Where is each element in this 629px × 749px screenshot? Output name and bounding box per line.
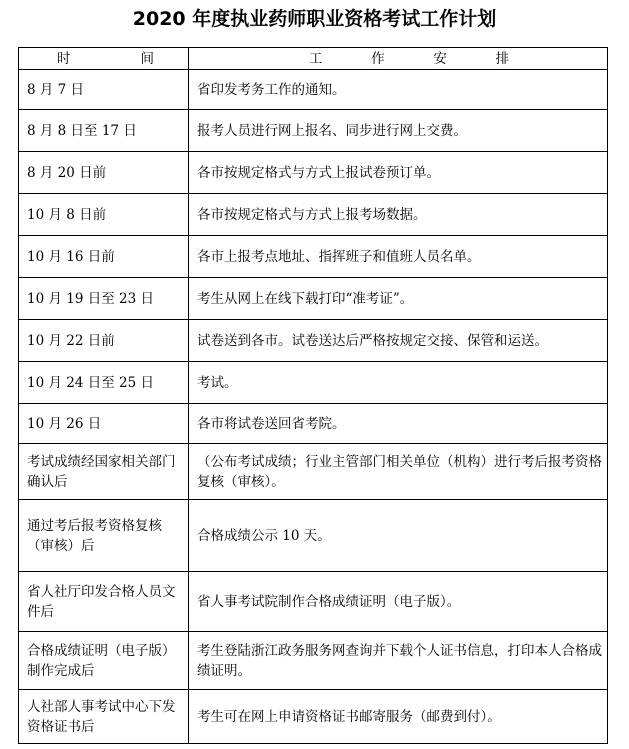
- table-row: [19, 362, 608, 404]
- table-row: [19, 444, 608, 500]
- task-cell: 考生登陆浙江政务服务网查询并下载个人证书信息，打印本人合格成绩证明。: [189, 632, 608, 690]
- table-row: [19, 278, 608, 320]
- header-time: [19, 48, 189, 70]
- task-cell: 各市上报考点地址、指挥班子和值班人员名单。: [189, 236, 608, 278]
- task-cell: 考试。: [189, 362, 608, 404]
- header-work-char: 排: [495, 50, 509, 67]
- table-header-row: [19, 48, 608, 70]
- time-cell: 10 月 24 日至 25 日: [19, 362, 189, 404]
- task-cell: （公布考试成绩；行业主管部门相关单位（机构）进行考后报考资格复核（审核）。: [189, 444, 608, 500]
- table-row: [19, 236, 608, 278]
- table-row: [19, 320, 608, 362]
- time-cell: 10 月 26 日: [19, 404, 189, 444]
- table-row: [19, 110, 608, 152]
- header-time-char: 间: [140, 50, 154, 67]
- time-cell: 10 月 16 日前: [19, 236, 189, 278]
- task-cell: 省印发考务工作的通知。: [189, 70, 608, 110]
- table-row: [19, 404, 608, 444]
- time-cell: 10 月 19 日至 23 日: [19, 278, 189, 320]
- table-row: [19, 500, 608, 572]
- task-cell: 各市将试卷送回省考院。: [189, 404, 608, 444]
- time-cell: 8 月 20 日前: [19, 152, 189, 194]
- table-row: [19, 70, 608, 110]
- task-cell: 各市按规定格式与方式上报考场数据。: [189, 194, 608, 236]
- time-cell: 8 月 8 日至 17 日: [19, 110, 189, 152]
- table-row: [19, 632, 608, 690]
- header-work-char: 安: [433, 50, 447, 67]
- time-cell: 10 月 22 日前: [19, 320, 189, 362]
- header-work-char: 作: [371, 50, 385, 67]
- time-cell: 10 月 8 日前: [19, 194, 189, 236]
- task-cell: 试卷送到各市。试卷送达后严格按规定交接、保管和运送。: [189, 320, 608, 362]
- header-work: [189, 48, 608, 70]
- task-cell: 各市按规定格式与方式上报试卷预订单。: [189, 152, 608, 194]
- task-cell: 考生从网上在线下载打印“准考证”。: [189, 278, 608, 320]
- schedule-table: [18, 47, 608, 744]
- time-cell: 人社部人事考试中心下发资格证书后: [19, 690, 189, 744]
- table-row: [19, 152, 608, 194]
- header-time-char: 时: [57, 50, 71, 67]
- task-cell: 考生可在网上申请资格证书邮寄服务（邮费到付）。: [189, 690, 608, 744]
- time-cell: 通过考后报考资格复核（审核）后: [19, 500, 189, 572]
- table-row: [19, 572, 608, 632]
- header-work-char: 工: [309, 50, 323, 67]
- task-cell: 报考人员进行网上报名、同步进行网上交费。: [189, 110, 608, 152]
- page-title: 2020 年度执业药师职业资格考试工作计划: [132, 8, 497, 30]
- table-row: [19, 690, 608, 744]
- time-cell: 考试成绩经国家相关部门确认后: [19, 444, 189, 500]
- time-cell: 合格成绩证明（电子版）制作完成后: [19, 632, 189, 690]
- time-cell: 省人社厅印发合格人员文件后: [19, 572, 189, 632]
- time-cell: 8 月 7 日: [19, 70, 189, 110]
- task-cell: 省人事考试院制作合格成绩证明（电子版）。: [189, 572, 608, 632]
- task-cell: 合格成绩公示 10 天。: [189, 500, 608, 572]
- table-row: [19, 194, 608, 236]
